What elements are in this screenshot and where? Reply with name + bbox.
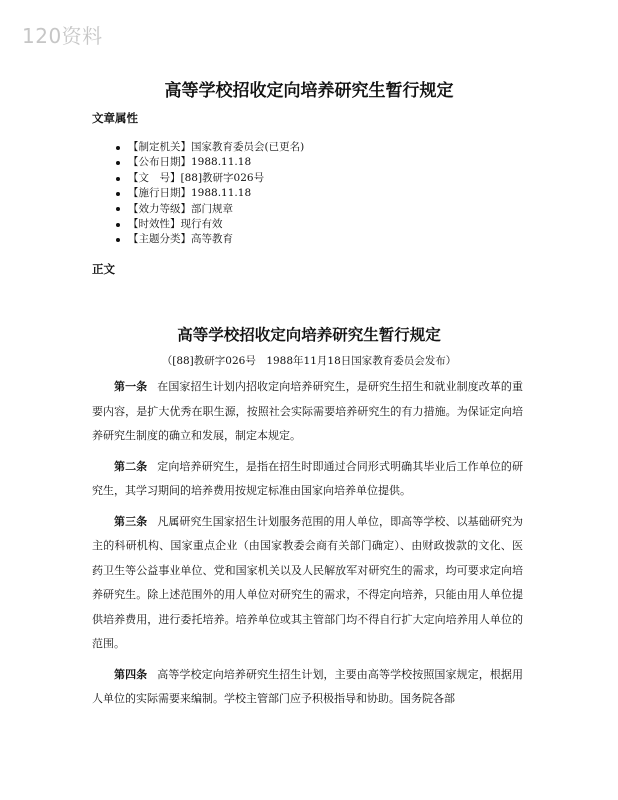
document-title: 高等学校招收定向培养研究生暂行规定 <box>164 81 454 101</box>
article-paragraph <box>92 663 523 712</box>
attributes-list <box>104 140 304 248</box>
attribute-value: 现行有效 <box>180 218 223 231</box>
main-title: 高等学校招收定向培养研究生暂行规定 <box>177 325 441 344</box>
body-heading: 正文 <box>92 262 115 276</box>
attribute-value: 高等教育 <box>191 233 233 246</box>
attribute-value: 部门规章 <box>191 202 233 215</box>
attribute-label: 【主题分类】 <box>128 233 191 246</box>
attribute-label: 【文 号】 <box>128 171 181 184</box>
article-label: 第三条 <box>114 514 148 528</box>
article-label: 第四条 <box>114 667 148 681</box>
attribute-value: 国家教育委员会(已更名) <box>191 141 305 153</box>
attribute-value: [88]教研字026号 <box>180 171 265 184</box>
issuance-line: （[88]教研字026号 1988年11月18日国家教育委员会发布） <box>161 355 457 367</box>
bullet-icon <box>116 238 120 242</box>
article-text: 高等学校定向培养研究生招生计划，主要由高等学校按照国家规定，根据用人单位的实际需要来编制。学校主管部门应予积极指导和协助。国务院各部 <box>92 667 524 705</box>
attributes-heading: 文章属性 <box>92 111 138 125</box>
article-label: 第一条 <box>114 380 148 393</box>
article-paragraph <box>92 455 523 504</box>
attribute-item <box>104 232 304 247</box>
article-text: 定向培养研究生，是指在招生时即通过合同形式明确其毕业后工作单位的研究生，其学习期间的培养费用按规定标准由国家向培养单位提供。 <box>92 459 524 497</box>
bullet-icon <box>116 223 120 227</box>
article-text: 凡属研究生国家招生计划服务范围的用人单位，即高等学校、以基础研究为主的科研机构、国家重点企业（由国家教委会商有关部门确定）、由财政拨款的文化、医药卫生等公益事业单位、党和国家机关以及人民解放军对研究生的需求，均可要求定向培养研究生。除上述范围外的用人单位对研究生的需求，不得定向培养，只能由用人单位提供培养费用，进行委托培养。培养单位或其主管部门均不得自行扩大定向培养用人单位的范围。 <box>92 514 524 650</box>
attribute-item <box>104 155 304 170</box>
attribute-label: 【制定机关】 <box>128 141 191 153</box>
attribute-item <box>104 186 304 201</box>
bullet-icon <box>116 161 120 165</box>
attribute-item <box>104 202 304 217</box>
article-paragraph <box>92 375 523 449</box>
article-text: 在国家招生计划内招收定向培养研究生，是研究生招生和就业制度改革的重要内容，是扩大优秀在职生源，按照社会实际需要培养研究生的有力措施。为保证定向培养研究生制度的确立和发展，制定本规定。 <box>92 380 524 442</box>
bullet-icon <box>116 207 120 211</box>
attribute-value: 1988.11.18 <box>191 156 252 169</box>
bullet-icon <box>116 192 120 196</box>
attribute-value: 1988.11.18 <box>191 187 252 200</box>
attribute-label: 【效力等级】 <box>128 202 191 215</box>
bullet-icon <box>116 146 120 150</box>
attribute-label: 【施行日期】 <box>128 187 191 200</box>
article-label: 第二条 <box>114 459 148 473</box>
attribute-label: 【公布日期】 <box>128 156 191 169</box>
attribute-item <box>104 140 304 155</box>
bullet-icon <box>116 177 120 181</box>
articles-body <box>92 375 523 718</box>
watermark-logo-text: 120资料 <box>22 24 103 48</box>
attribute-item <box>104 217 304 232</box>
article-paragraph <box>92 510 523 657</box>
attribute-label: 【时效性】 <box>128 218 181 231</box>
attribute-item <box>104 171 304 186</box>
